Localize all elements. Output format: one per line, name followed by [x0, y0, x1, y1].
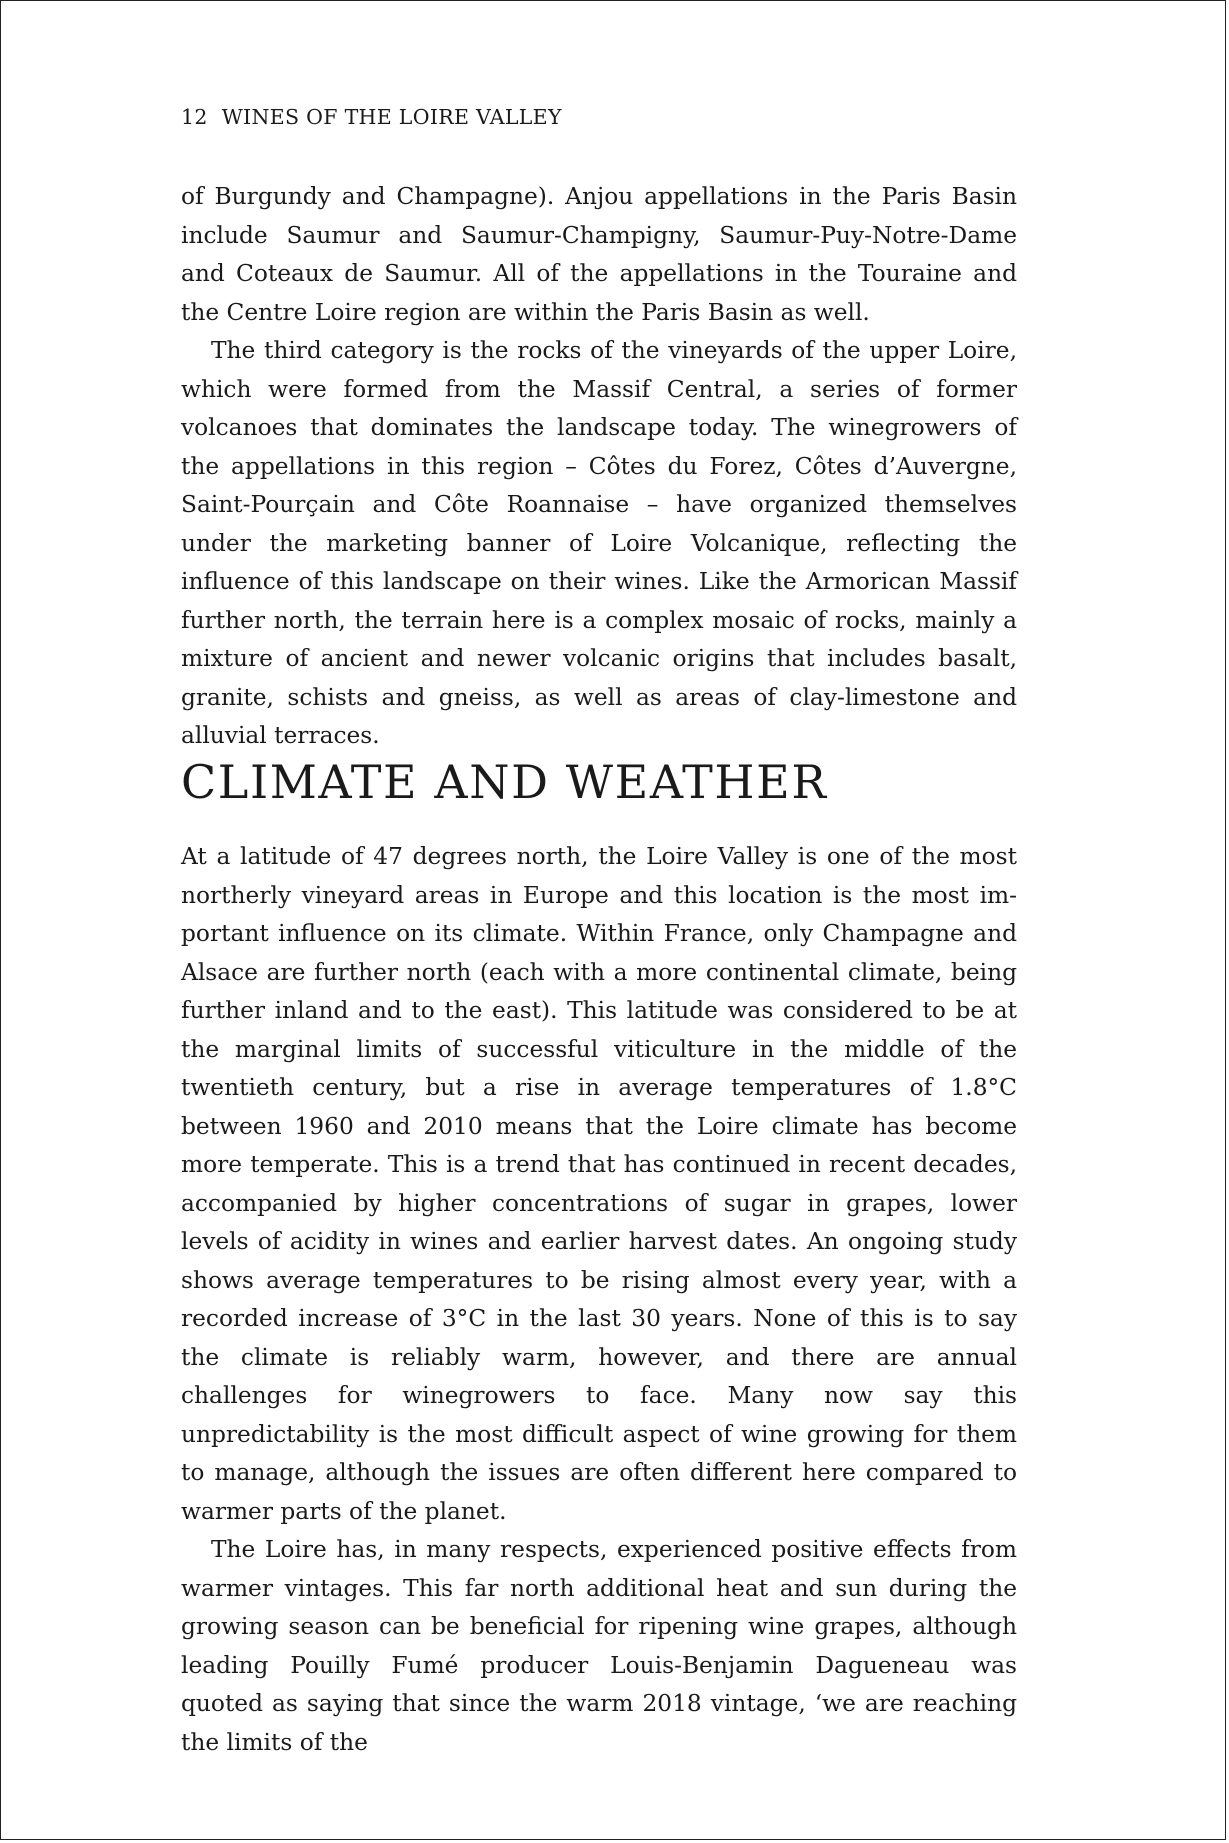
continuation-text	[181, 178, 1017, 756]
book-title: WINES OF THE LOIRE VALLEY	[221, 105, 562, 129]
paragraph: At a latitude of 47 degrees north, the Loire Valley is one of the most northerly vineyard areas in Europe and this location is the most important influence on its climate. Within France, only Champagne and Alsace are further north (each with a more continental climate, being further inland and to the east). This latitude was considered to be at the marginal limits of successful viticulture in the middle of the twentieth century, but a rise in average temperatures of 1.8°C between 1960 and 2010 means that the Loire climate has become more temperate. This is a trend that has continued in recent decades, accompanied by higher concentrations of sugar in grapes, lower levels of acidity in wines and earlier harvest dates. An ongoing study shows average temperatures to be rising almost every year, with a recorded increase of 3°C in the last 30 years. None of this is to say the climate is reliably warm, however, and there are annual challenges for winegrowers to face. Many now say this unpredictability is the most difficult aspect of wine growing for them to manage, although the issues are often different here compared to warmer parts of the planet.	[181, 843, 1017, 1525]
paragraph: The third category is the rocks of the vineyards of the upper Loire, which were formed from the Massif Central, a series of former volcanoes that dominates the landscape today. The winegrowers of the appellations in this region – Côtes du Forez, Côtes d’Auvergne, Saint-Pourçain and Côte Roannaise – have organized themselves under the marketing banner of Loire Volcanique, reflecting the influence of this landscape on their wines. Like the Armorican Massif further north, the terrain here is a complex mosaic of rocks, mainly a mixture of ancient and newer volcanic origins that includes basalt, granite, schists and gneiss, as well as areas of clay-limestone and alluvial terraces.	[181, 337, 1017, 749]
paragraph: of Burgundy and Champagne). Anjou appellations in the Paris Basin include Saumur and Saumur-Champigny, Saumur-Puy-Notre-Dame and Coteaux de Saumur. All of the appellations in the Touraine and the Centre Loire region are within the Paris Basin as well.	[181, 183, 1017, 326]
paragraph: The Loire has, in many respects, experienced positive effects from warmer vintages. This far north additional heat and sun during the growing season can be beneficial for ripening wine grapes, although leading Pouilly Fumé producer Louis-Benjamin Dagueneau was quoted as saying that since the warm 2018 vintage, ‘we are reaching the limits of the	[181, 1536, 1017, 1756]
running-head	[181, 105, 1017, 129]
page-number: 12	[181, 105, 208, 129]
section-heading: CLIMATE AND WEATHER	[181, 755, 828, 809]
section-body	[181, 838, 1017, 1762]
